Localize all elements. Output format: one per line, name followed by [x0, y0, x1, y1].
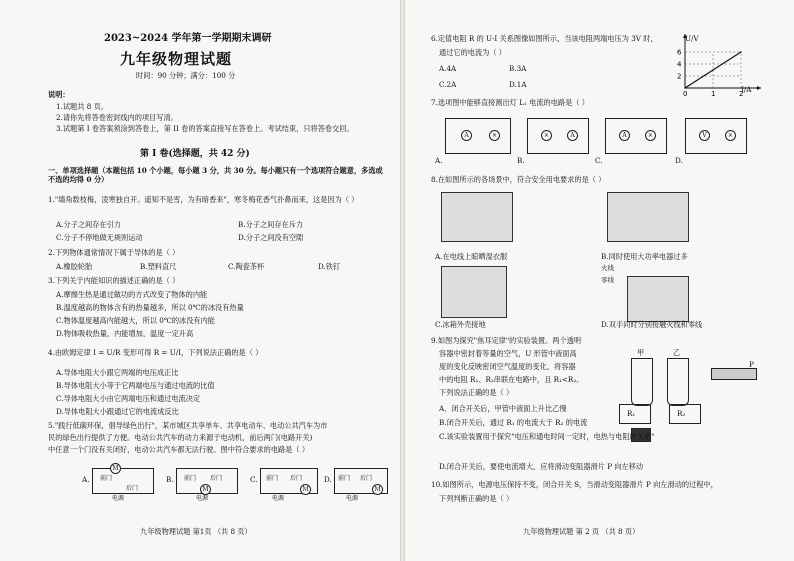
- q7-option-a: A.: [435, 156, 443, 165]
- y-tick-label: 2: [677, 72, 682, 81]
- q7-circuit-b: [527, 118, 589, 154]
- year-title: 2023~2024 学年第一学期期末调研: [104, 33, 272, 44]
- motor-symbol: M: [110, 463, 121, 474]
- q6-option-a: A.4A: [439, 64, 457, 73]
- q6-option-d: D.1A: [509, 80, 527, 89]
- lamp-symbol: ×: [725, 130, 736, 141]
- q9-option-c: C.该实验装置用于探究"电压和通电时间一定时，电热与电阻的关系": [439, 432, 655, 441]
- q2-option-a: A.橡胶轮胎: [56, 262, 93, 271]
- q2-option-b: B.塑料直尺: [140, 262, 177, 271]
- lamp-symbol: ×: [645, 130, 656, 141]
- q10-stem-1: 10.如图所示，电源电压保持不变，闭合开关 S，当滑动变阻器滑片 P 向左滑动的过程中，: [431, 480, 718, 489]
- page-2: [405, 0, 794, 561]
- front-door-label: 前门: [100, 475, 113, 482]
- q6-stem-1: 6.定值电阻 R 的 U-I 关系图像如图所示，当该电阻两端电压为 3V 时，: [431, 34, 658, 43]
- q9-stem-2: 容器中密封着等量的空气，U 形管中液面高: [439, 349, 577, 358]
- q5-stem-3: 中任意一个门没有关闭好，电动公共汽车都无法行驶。图中符合要求的电路是（ ）: [48, 445, 310, 454]
- q7-option-d: D.: [675, 156, 683, 165]
- q3-option-c: C.物体温度越高内能越大，所以 0℃的冰没有内能: [56, 316, 215, 325]
- motor-symbol: M: [372, 484, 383, 495]
- front-door-label: 前门: [266, 475, 279, 482]
- q4-option-a: A.导体电阻大小跟它两端的电压成正比: [56, 368, 179, 377]
- person-touching-wires-image: [627, 276, 689, 322]
- ammeter-symbol: A: [567, 130, 578, 141]
- x-tick-label: 0: [683, 90, 688, 98]
- q7-circuit-c: [605, 118, 667, 154]
- q9-option-d: D.闭合开关后，要使电流增大，应将滑动变阻器滑片 P 向左移动: [439, 462, 644, 471]
- u-tube-a: [631, 358, 653, 406]
- grounded-fridge-image: [441, 266, 507, 318]
- y-tick-label: 6: [677, 48, 682, 57]
- neutral-wire-label: 零线: [601, 276, 614, 284]
- source-label: 电源: [196, 495, 209, 502]
- q2-option-d: D.铁钉: [318, 262, 341, 271]
- tube-b-label: 乙: [673, 348, 681, 357]
- part-1-instructions: 一、单项选择题（本题包括 10 个小题，每小题 3 分，共 30 分。每小题只有一个选项符合题意，多选或不选的均得 0 分）: [48, 166, 383, 184]
- q9-stem-4: 中的电阻 R₁、R₂串联在电路中，且 R₁<R₂。: [439, 375, 584, 384]
- u-tube-b: [667, 358, 689, 406]
- q9-option-b: B.闭合开关后，通过 R₁ 的电流大于 R₂ 的电流: [439, 418, 588, 427]
- q5-option-d-label: D.: [324, 475, 332, 484]
- page-1-footer: 九年级物理试题 第1页 （共 8 页）: [140, 527, 252, 536]
- q6-option-c: C.2A: [439, 80, 457, 89]
- q7-option-b: B.: [517, 156, 525, 165]
- q1-option-d: D.分子之间没有空隙: [238, 233, 304, 242]
- q3-stem: 3.下列关于内能知识的描述正确的是（ ）: [48, 276, 180, 285]
- data-point: [712, 69, 714, 71]
- q3-option-b: B.温度越高的物体含有的热量越多，所以 0℃的冰没有热量: [56, 303, 244, 312]
- q4-option-b: B.导体电阻大小等于它两端电压与通过电流的比值: [56, 381, 215, 390]
- motor-symbol: M: [300, 484, 311, 495]
- q8-option-d: D.双手同时分别接触火线和零线: [601, 320, 703, 329]
- voltmeter-symbol: V: [699, 130, 710, 141]
- ammeter-symbol: A: [619, 130, 630, 141]
- q5-stem-1: 5."践行低碳环保，倡导绿色出行"，某市城区共享单车、共享电动车、电动公共汽车为市: [48, 421, 328, 430]
- tube-a-label: 甲: [637, 348, 645, 357]
- chart-ylabel: U/V: [685, 34, 699, 43]
- q5-option-b-label: B.: [166, 475, 174, 484]
- instruction-2: 2.请你先将答卷密封线内的项目写清。: [56, 113, 178, 122]
- x-tick-label: 2: [739, 90, 744, 98]
- q5-option-a-label: A.: [82, 475, 90, 484]
- q7-circuit-d: [685, 118, 747, 154]
- q1-option-b: B.分子之间存在斥力: [238, 220, 304, 229]
- source-label: 电源: [272, 495, 285, 502]
- q8-option-c: C.冰箱外壳接地: [435, 320, 486, 329]
- q3-option-a: A.摩擦生热是通过做功的方式改变了物体的内能: [56, 290, 208, 299]
- q7-circuit-a: [445, 118, 511, 154]
- instruction-3: 3.试题第 I 卷答案须涂到答卷上，第 II 卷的答案直接写在答卷上。考试结束，只将答卷交回。: [56, 124, 354, 133]
- rheostat: [711, 368, 757, 380]
- q3-option-d: D.物体吸收热量，内能增加，温度一定升高: [56, 329, 194, 338]
- q6-option-b: B.3A: [509, 64, 527, 73]
- x-tick-label: 1: [711, 90, 716, 98]
- lamp-symbol: ×: [489, 130, 500, 141]
- exam-title: 九年级物理试题: [120, 50, 233, 68]
- back-door-label: 后门: [126, 485, 139, 492]
- q9-option-a: A．闭合开关后，甲管中液面上升比乙慢: [439, 404, 567, 413]
- instruction-1: 1.试题共 8 页。: [56, 102, 108, 111]
- q6-stem-2: 通过它的电流为（ ）: [439, 48, 506, 57]
- source-label: 电源: [346, 495, 359, 502]
- time-score: 时间：90 分钟；满分：100 分: [136, 71, 236, 80]
- ui-chart: [667, 30, 767, 98]
- wet-clothes-on-wire-image: [441, 192, 513, 242]
- data-point: [740, 51, 742, 53]
- back-door-label: 后门: [210, 475, 223, 482]
- q5-stem-2: 民的绿色出行提供了方便。电动公共汽车的动力来源于电动机，前后两门(电路开关): [48, 433, 313, 442]
- x-axis-arrow: [757, 86, 761, 90]
- live-wire-label: 火线: [601, 264, 614, 272]
- slider-p-label: P: [749, 360, 754, 369]
- q4-option-c: C.导体电阻大小由它两端电压和通过电流决定: [56, 394, 201, 403]
- instructions-heading: 说明：: [48, 90, 70, 99]
- q10-stem-2: 下列判断正确的是（ ）: [439, 494, 514, 503]
- q9-stem-5: 下列说法正确的是（ ）: [439, 388, 514, 397]
- q1-option-c: C.分子不停地做无规则运动: [56, 233, 143, 242]
- lamp-symbol: ×: [541, 130, 552, 141]
- data-point: [684, 87, 686, 89]
- q8-option-a: A.在电线上晾晒湿衣服: [435, 252, 508, 261]
- q9-stem-1: 9.如图为探究"焦耳定律"的实验装置。两个透明: [431, 336, 582, 345]
- chart-xlabel: I/A: [741, 85, 752, 94]
- r2-label: R₂: [677, 409, 686, 418]
- r1-label: R₁: [627, 409, 636, 418]
- ammeter-symbol: A: [461, 130, 472, 141]
- motor-symbol: M: [200, 484, 211, 495]
- q8-stem: 8.在如图所示的各场景中，符合安全用电要求的是（ ）: [431, 175, 606, 184]
- q9-stem-3: 度的变化反映密闭空气温度的变化，将容器: [439, 362, 576, 371]
- section-1-title: 第 I 卷(选择题，共 42 分): [140, 149, 250, 159]
- q7-stem: 7.选项图中能够直接测出灯 L₁ 电流的电路是（ ）: [431, 98, 589, 107]
- q4-stem: 4.由欧姆定律 I = U/R 变形可得 R = U/I，下列说法正确的是（ ）: [48, 348, 263, 357]
- front-door-label: 前门: [338, 475, 351, 482]
- page-2-footer: 九年级物理试题 第 2 页 （共 8 页）: [523, 527, 640, 536]
- q7-option-c: C.: [595, 156, 603, 165]
- q5-option-c-label: C.: [250, 475, 258, 484]
- q1-option-a: A.分子之间存在引力: [56, 220, 121, 229]
- back-door-label: 后门: [290, 475, 303, 482]
- q2-option-c: C.陶瓷茶杯: [228, 262, 265, 271]
- front-door-label: 前门: [184, 475, 197, 482]
- q4-option-d: D.导体电阻大小跟通过它的电流成反比: [56, 407, 179, 416]
- source-label: 电源: [112, 495, 125, 502]
- q1-stem: 1."墙角数枝梅，凌寒独自开。遥知不是雪，为有暗香来"，寒冬梅花香气扑鼻而来，这是因为（ ）: [48, 195, 359, 204]
- back-door-label: 后门: [360, 475, 373, 482]
- y-tick-label: 4: [677, 60, 682, 69]
- q8-option-b: B.同时使用大功率电器过多: [601, 252, 688, 261]
- q2-stem: 2.下列物体通常情况下属于导体的是（ ）: [48, 248, 180, 257]
- overloaded-socket-image: [607, 192, 689, 242]
